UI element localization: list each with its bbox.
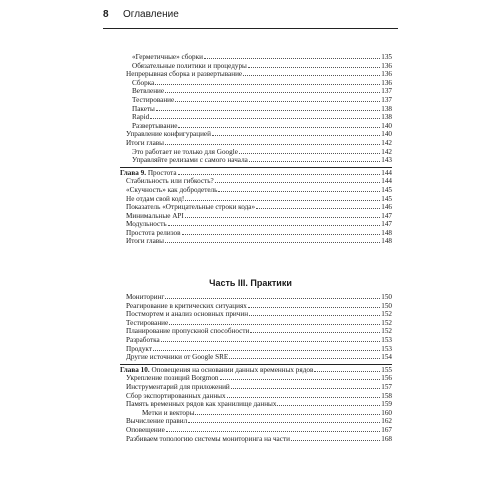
toc-entry-page: 138 <box>381 113 392 122</box>
toc-entry <box>120 237 392 246</box>
toc-entry-title: Мониторинг <box>126 293 165 301</box>
toc-entry-title: Это работает не только для Google <box>132 147 238 156</box>
toc-entry <box>120 426 392 435</box>
toc-entry-title: Тестирование <box>132 95 175 104</box>
toc-entry <box>120 122 392 131</box>
toc-entry <box>120 186 392 195</box>
leader-dots <box>153 345 380 351</box>
leader-dots <box>195 409 380 415</box>
leader-dots <box>165 293 380 299</box>
toc-entry <box>120 203 392 212</box>
toc-entry <box>120 319 392 328</box>
toc-entry-page: 153 <box>381 335 392 344</box>
toc-entry-page: 146 <box>381 203 392 212</box>
toc-entry <box>120 336 392 345</box>
toc-entry-page: 153 <box>381 344 392 353</box>
toc-entry-title: Сборка <box>132 78 155 87</box>
toc-list <box>120 374 392 443</box>
toc-entry-title: Разбиваем топологию системы мониторинга на части <box>126 434 290 443</box>
toc-entry-page: 147 <box>381 211 392 220</box>
toc-entry <box>120 345 392 354</box>
toc-entry-page: 152 <box>381 310 392 319</box>
toc-entry-page: 136 <box>381 70 392 79</box>
toc-entry-page: 156 <box>381 374 392 383</box>
toc-entry-title: Реагирование в критических ситуациях <box>126 301 247 310</box>
toc-entry-page: 154 <box>381 353 392 362</box>
toc-list <box>120 177 392 246</box>
chapter-label: Глава 10. <box>120 365 150 374</box>
leader-dots <box>291 435 380 441</box>
toc-entry <box>120 212 392 221</box>
toc-entry-title: Управляйте релизами с самого начала <box>132 156 248 165</box>
toc-chapter-9 <box>120 169 392 178</box>
toc-entry <box>120 53 392 62</box>
leader-dots <box>175 96 380 102</box>
toc-entry-title: Оповещение <box>126 425 165 434</box>
toc-entry-title: Обязательные политики и процедуры <box>132 61 247 70</box>
toc-entry-page: 143 <box>381 156 392 165</box>
toc-entry <box>120 417 392 426</box>
toc-entry-page: 162 <box>381 417 392 426</box>
toc-entry-page: 142 <box>381 147 392 156</box>
leader-dots <box>182 229 381 235</box>
leader-dots <box>161 336 381 342</box>
toc-entry <box>120 195 392 204</box>
leader-dots <box>215 177 380 183</box>
leader-dots <box>165 139 380 145</box>
toc-entry <box>120 310 392 319</box>
toc-entry-title: Не отдам свой код! <box>126 194 185 203</box>
toc-entry-title: Память временных рядов как хранилище данных <box>126 400 277 409</box>
toc-entry <box>120 70 392 79</box>
toc-section-bottom <box>120 293 392 443</box>
toc-list <box>120 293 392 362</box>
toc-entry <box>120 156 392 165</box>
chapter-page: 144 <box>381 168 392 177</box>
toc-entry <box>120 400 392 409</box>
toc-entry-title: Минимальные API <box>126 211 184 220</box>
running-title: Оглавление <box>123 9 179 20</box>
toc-entry-title: Показатель «Отрицательные строки кода» <box>126 203 256 212</box>
toc-entry-title: Продукт <box>126 344 152 353</box>
toc-entry <box>120 79 392 88</box>
toc-entry-title: Развертывание <box>132 121 178 130</box>
chapter-title: Оповещения на основании данных временных рядов <box>149 365 314 374</box>
toc-entry <box>120 327 392 336</box>
toc-entry-title: Вычисление правил <box>126 417 188 426</box>
toc-entry-page: 136 <box>381 61 392 70</box>
toc-entry <box>120 392 392 401</box>
toc-entry-page: 144 <box>381 177 392 186</box>
toc-entry-page: 140 <box>381 121 392 130</box>
toc-entry <box>120 409 392 418</box>
toc-entry-page: 150 <box>381 293 392 301</box>
page-number: 8 <box>103 9 109 20</box>
toc-entry-page: 142 <box>381 138 392 147</box>
chapter-page: 155 <box>381 365 392 374</box>
chapter-divider <box>120 167 392 168</box>
toc-entry-title: Модульность <box>126 220 167 229</box>
toc-entry-page: 135 <box>381 53 392 61</box>
toc-entry-page: 152 <box>381 318 392 327</box>
toc-entry-title: Стабильность или гибкость? <box>126 177 214 186</box>
toc-entry-title: Постмортем и анализ основных причин <box>126 310 249 319</box>
leader-dots <box>248 302 380 308</box>
toc-entry-title: Укрепление позиций Borgmon <box>126 374 219 383</box>
part-heading: Часть III. Практики <box>209 278 292 288</box>
toc-list <box>120 53 392 165</box>
chapter-label: Глава 9. <box>120 168 147 177</box>
leader-dots <box>156 105 380 111</box>
toc-entry-page: 158 <box>381 391 392 400</box>
toc-entry-title: Сбор экспортированных данных <box>126 391 226 400</box>
leader-dots <box>185 195 380 201</box>
leader-dots <box>188 417 380 423</box>
page-header <box>103 6 398 29</box>
toc-entry-page: 145 <box>381 194 392 203</box>
leader-dots <box>243 70 380 76</box>
toc-entry <box>120 130 392 139</box>
toc-entry <box>120 293 392 302</box>
toc-entry <box>120 229 392 238</box>
toc-entry <box>120 105 392 114</box>
toc-entry-title: Простота релизов <box>126 228 181 237</box>
toc-entry <box>120 177 392 186</box>
leader-dots <box>169 319 380 325</box>
toc-entry-title: Управление конфигурацией <box>126 130 211 139</box>
toc-entry-title: Планирование пропускной способности <box>126 327 250 336</box>
leader-dots <box>165 237 380 243</box>
toc-entry-title: Итоги главы <box>126 237 165 246</box>
leader-dots <box>218 186 380 192</box>
toc-entry-title: Разработка <box>126 335 160 344</box>
leader-dots <box>165 87 380 93</box>
toc-entry <box>120 435 392 444</box>
leader-dots <box>168 220 381 226</box>
toc-entry <box>120 302 392 311</box>
toc-entry-page: 145 <box>381 185 392 194</box>
toc-section-top <box>120 53 392 246</box>
leader-dots <box>249 310 380 316</box>
toc-entry-title: Непрерывная сборка и развертывание <box>126 70 243 79</box>
leader-dots <box>220 374 381 380</box>
toc-entry-page: 140 <box>381 130 392 139</box>
toc-entry <box>120 383 392 392</box>
toc-entry-page: 136 <box>381 78 392 87</box>
toc-entry-title: Тестирование <box>126 318 169 327</box>
toc-entry-title: Ветвление <box>132 87 165 96</box>
leader-dots <box>204 53 380 59</box>
toc-entry-page: 148 <box>381 237 392 246</box>
leader-dots <box>212 130 380 136</box>
leader-dots <box>249 156 380 162</box>
leader-dots <box>229 353 380 359</box>
toc-entry-title: «Скучность» как добродетель <box>126 185 218 194</box>
leader-dots <box>314 366 380 372</box>
toc-entry <box>120 62 392 71</box>
toc-entry <box>120 353 392 362</box>
toc-entry-title: «Герметичные» сборки <box>132 53 203 61</box>
toc-entry-page: 157 <box>381 382 392 391</box>
chapter-title: Простота <box>146 168 177 177</box>
leader-dots <box>178 169 381 175</box>
toc-entry-page: 138 <box>381 104 392 113</box>
toc-entry-page: 160 <box>381 408 392 417</box>
leader-dots <box>248 62 380 68</box>
chapter-divider <box>120 364 392 365</box>
leader-dots <box>277 400 380 406</box>
toc-entry-page: 148 <box>381 228 392 237</box>
leader-dots <box>239 148 380 154</box>
toc-entry-title: Rapid <box>132 113 150 122</box>
toc-entry-page: 147 <box>381 220 392 229</box>
toc-entry-title: Метки и векторы <box>142 408 195 417</box>
toc-entry <box>120 139 392 148</box>
toc-entry <box>120 113 392 122</box>
leader-dots <box>155 79 380 85</box>
leader-dots <box>256 203 380 209</box>
leader-dots <box>166 426 380 432</box>
toc-entry-title: Итоги главы <box>126 138 165 147</box>
toc-entry-title: Другие источники от Google SRE <box>126 353 229 362</box>
toc-entry-title: Пакеты <box>132 104 155 113</box>
toc-entry-page: 168 <box>381 434 392 443</box>
toc-entry <box>120 96 392 105</box>
toc-entry <box>120 87 392 96</box>
leader-dots <box>231 383 380 389</box>
toc-entry-page: 137 <box>381 95 392 104</box>
toc-entry <box>120 148 392 157</box>
leader-dots <box>250 327 380 333</box>
toc-entry <box>120 374 392 383</box>
leader-dots <box>150 113 380 119</box>
leader-dots <box>185 212 380 218</box>
toc-entry-title: Инструментарий для приложений <box>126 382 230 391</box>
toc-entry-page: 150 <box>381 301 392 310</box>
toc-entry-page: 137 <box>381 87 392 96</box>
toc-entry <box>120 220 392 229</box>
toc-entry-page: 167 <box>381 425 392 434</box>
toc-entry-page: 152 <box>381 327 392 336</box>
leader-dots <box>178 122 380 128</box>
toc-chapter-10 <box>120 366 392 375</box>
leader-dots <box>227 392 381 398</box>
toc-entry-page: 159 <box>381 400 392 409</box>
